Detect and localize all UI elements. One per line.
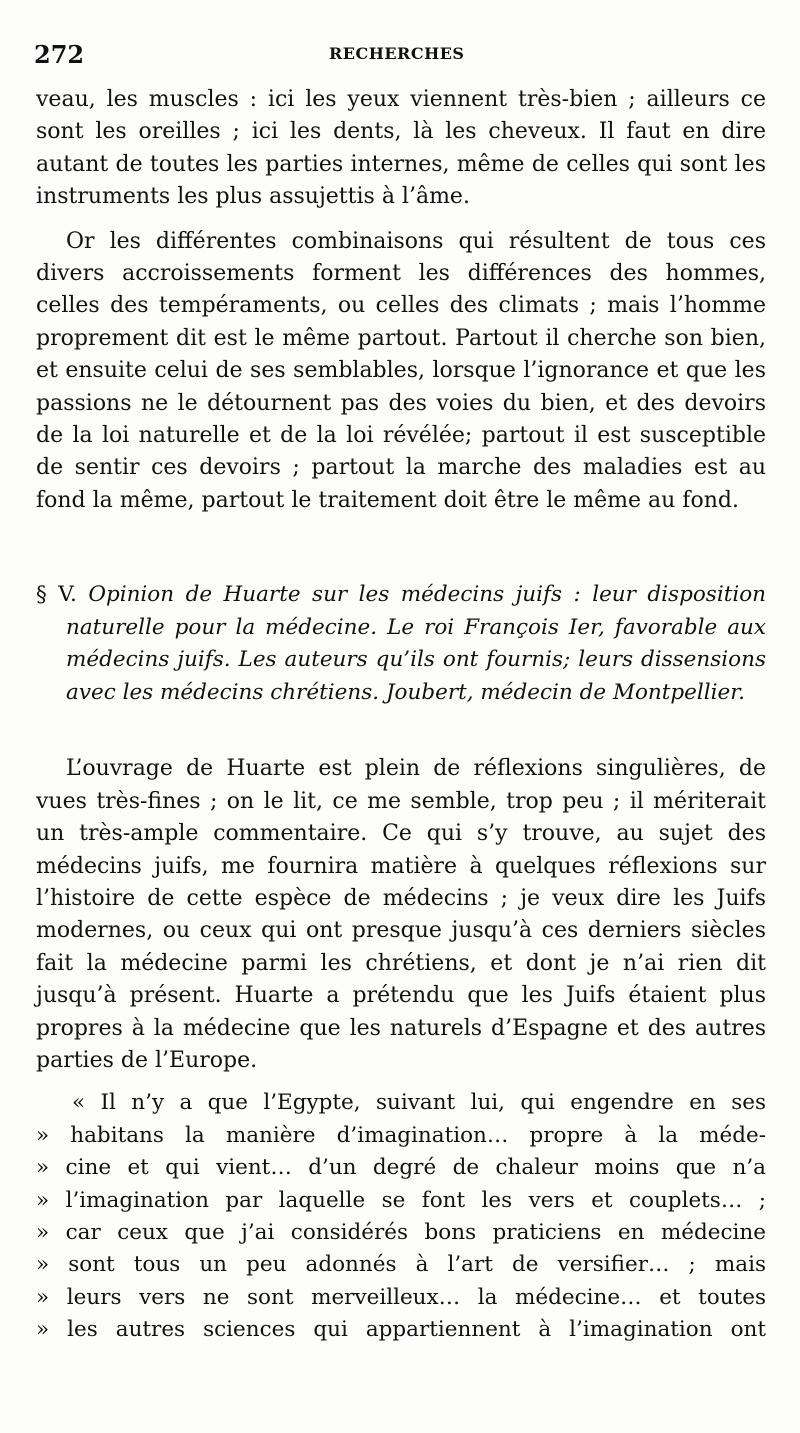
- page-number: 272: [34, 40, 85, 69]
- section-title: Opinion de Huarte sur les médecins juifs : leur disposition naturelle pour la médecine. Le roi François Ier, favorable aux médecins juifs. Les auteurs qu’ils ont fournis; leurs dissensions avec les médecins chrétiens. Joubert, médecin de Montpellier.: [66, 582, 767, 705]
- section-heading: [36, 579, 766, 709]
- quote-line: » habitans la manière d’imagination… propre à la méde-: [36, 1122, 766, 1148]
- quote-line: « Il n’y a que l’Egypte, suivant lui, qui engendre en ses: [72, 1090, 766, 1116]
- quote-line: » leurs vers ne sont merveilleux… la médecine… et toutes: [36, 1284, 766, 1310]
- page-header: [34, 40, 766, 74]
- quote-line: » car ceux que j’ai considérés bons praticiens en médecine: [36, 1219, 766, 1245]
- quote-line: » sont tous un peu adonnés à l’art de versifier… ; mais: [36, 1252, 766, 1278]
- quote-line: » cine et qui vient… d’un degré de chaleur moins que n’a: [36, 1155, 766, 1181]
- quotation-block: [36, 1087, 766, 1346]
- paragraph-continuation: veau, les muscles : ici les yeux viennent très-bien ; ailleurs ce sont les oreilles ; ici les dents, là les cheveux. Il faut en dire autant de toutes les parties internes, même de celles qui sont les instruments les plus assujettis à l’âme.: [36, 87, 766, 210]
- running-head: RECHERCHES: [329, 44, 465, 63]
- quote-line: » l’imagination par laquelle se font les vers et couplets… ;: [36, 1187, 766, 1213]
- paragraph-combinations: Or les différentes combinaisons qui résultent de tous ces divers accroissements forment les différences des hommes, celles des tempéraments, ou celles des climats ; mais l’homme proprement dit est le même partout. Partout il cherche son bien, et ensuite celui de ses semblables, lorsque l’ignorance et que les passions ne le détournent pas des voies du bien, et des devoirs de la loi naturelle et de la loi révélée; partout il est susceptible de sentir ces devoirs ; partout la marche des maladies est au fond la même, partout le traitement doit être le même au fond.: [36, 228, 766, 513]
- paragraph-huarte: L’ouvrage de Huarte est plein de réflexions singulières, de vues très-fines ; on le lit, ce me semble, trop peu ; il mériterait un très-ample commentaire. Ce qui s’y trouve, au sujet des médecins juifs, me fournira matière à quelques réflexions sur l’histoire de cette espèce de médecins ; je veux dire les Juifs modernes, ou ceux qui ont presque jusqu’à ces derniers siècles fait la médecine parmi les chrétiens, et dont je n’ai rien dit jusqu’à présent. Huarte a prétendu que les Juifs étaient plus propres à la médecine que les naturels d’Espagne et des autres parties de l’Europe.: [36, 756, 766, 1073]
- page-body: [36, 84, 766, 1347]
- quote-line: » les autres sciences qui appartiennent à l’imagination ont: [36, 1317, 766, 1343]
- section-number: § V.: [36, 582, 77, 608]
